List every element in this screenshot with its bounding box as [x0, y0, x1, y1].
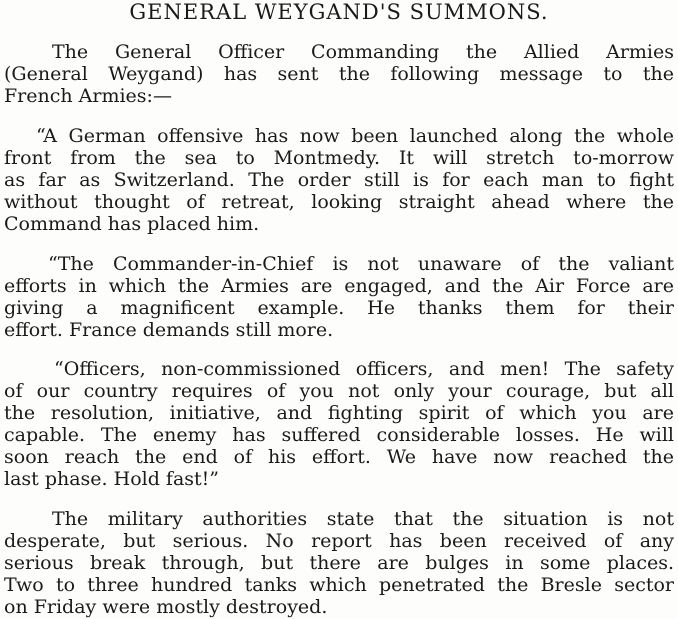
paragraph-5-line-1: The military authorities state that the situation is not [52, 508, 674, 530]
paragraph-4-line-3: the resolution, initiative, and fighting spirit of which you are [4, 402, 674, 424]
paragraph-2-line-4: without thought of retreat, looking straight ahead where the [4, 191, 674, 213]
paragraph-3-line-4: effort. France demands still more. [4, 319, 334, 341]
paragraph-2-line-1: “A German offensive has now been launched along the whole [36, 125, 674, 147]
paragraph-4-line-2: of our country requires of you not only your courage, but all [4, 380, 674, 402]
paragraph-4-line-6: last phase. Hold fast!” [4, 468, 220, 490]
paragraph-1-line-2: (General Weygand) has sent the following message to the [4, 63, 674, 85]
paragraph-5-line-2: desperate, but serious. No report has been received of any [4, 530, 674, 552]
paragraph-2-line-2: front from the sea to Montmedy. It will stretch to-morrow [4, 147, 674, 169]
paragraph-5-line-3: serious break through, but there are bulges in some places. [4, 552, 674, 574]
paragraph-3-line-1: “The Commander-in-Chief is not unaware of the valiant [48, 253, 674, 275]
paragraph-4-line-1: “Officers, non-commissioned officers, and men! The safety [54, 358, 674, 380]
paragraph-5-line-5: on Friday were mostly destroyed. [4, 596, 328, 618]
paragraph-4-line-4: capable. The enemy has suffered considerable losses. He will [4, 424, 674, 446]
paragraph-3-line-2: efforts in which the Armies are engaged, and the Air Force are [4, 275, 674, 297]
paragraph-2-line-3: as far as Switzerland. The order still is for each man to fight [4, 169, 674, 191]
paragraph-4-line-5: soon reach the end of his effort. We have now reached the [4, 446, 674, 468]
paragraph-5-line-4: Two to three hundred tanks which penetrated the Bresle sector [4, 574, 674, 596]
paragraph-1-line-3: French Armies:— [4, 85, 172, 107]
paragraph-1-line-1: The General Officer Commanding the Allied Armies [52, 41, 674, 63]
headline: GENERAL WEYGAND'S SUMMONS. [129, 0, 549, 24]
paragraph-2-line-5: Command has placed him. [4, 213, 260, 235]
paragraph-3-line-3: giving a magnificent example. He thanks them for their [4, 297, 674, 319]
